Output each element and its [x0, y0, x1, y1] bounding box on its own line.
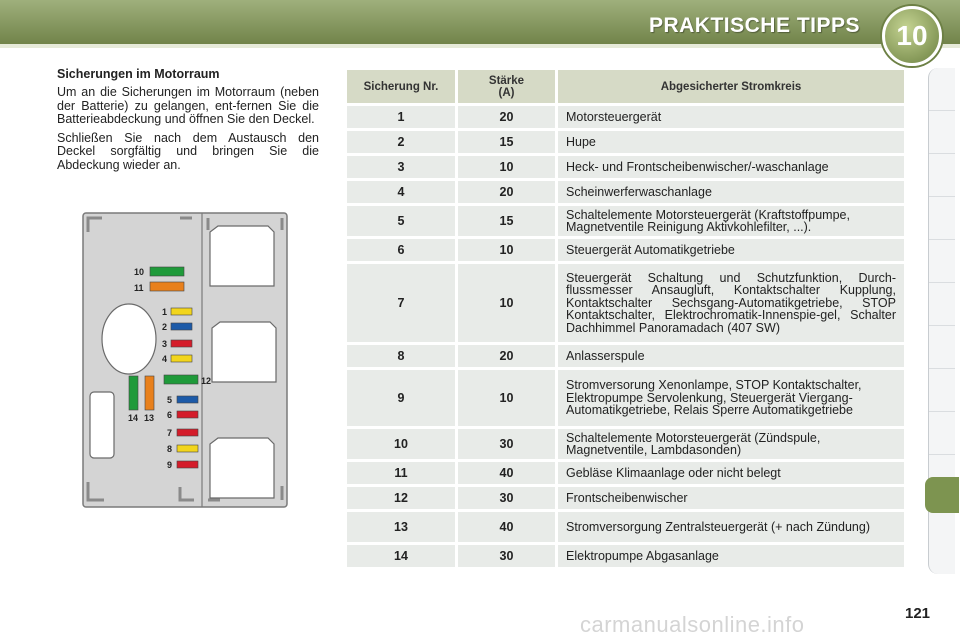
fuse-number: 12	[347, 487, 455, 509]
fuse-label: 1	[162, 307, 168, 317]
table-row	[347, 131, 904, 153]
fuse-amperage: 30	[458, 487, 555, 509]
header-fuse-number: Sicherung Nr.	[347, 70, 455, 103]
table-row	[347, 181, 904, 203]
chapter-tab[interactable]	[929, 326, 955, 369]
fuse-amperage: 15	[458, 206, 555, 236]
chapter-tabs	[928, 68, 955, 574]
chapter-tab-active[interactable]	[925, 477, 959, 513]
fuse-amperage: 20	[458, 181, 555, 203]
fuse-circuit: Elektropumpe Abgasanlage	[558, 545, 904, 567]
fuse-amperage: 20	[458, 345, 555, 367]
fuse-4	[171, 355, 192, 362]
fuse-amperage: 30	[458, 545, 555, 567]
section-title: Sicherungen im Motorraum	[57, 67, 220, 81]
fuse-label: 13	[144, 413, 155, 423]
fuse-label: 2	[162, 322, 168, 332]
header-amperage	[458, 70, 555, 103]
fuse-5	[177, 396, 198, 403]
intro-paragraph: Schließen Sie nach dem Austausch den Deckel sorgfältig und bringen Sie die Abdeckung wieder an.	[57, 130, 319, 172]
header-stripe	[0, 44, 960, 48]
fuse-table	[344, 67, 907, 570]
table-row	[347, 512, 904, 542]
fuse-3	[171, 340, 192, 347]
table-row	[347, 487, 904, 509]
fuse-8	[177, 445, 198, 452]
fuse-label: 9	[167, 460, 173, 470]
chapter-tab[interactable]	[929, 283, 955, 326]
fuse-amperage: 40	[458, 512, 555, 542]
fuse-number: 14	[347, 545, 455, 567]
fuse-amperage: 10	[458, 370, 555, 426]
fuse-label: 12	[201, 376, 212, 386]
table-row	[347, 156, 904, 178]
fuse-label: 5	[167, 395, 173, 405]
chapter-tab[interactable]	[929, 68, 955, 111]
fuse-label: 6	[167, 410, 173, 420]
fuse-number: 8	[347, 345, 455, 367]
header-amperage-label: Stärke	[488, 74, 525, 87]
header-circuit: Abgesicherter Stromkreis	[558, 70, 904, 103]
chapter-badge: 10	[882, 6, 942, 66]
fuse-10	[150, 267, 184, 276]
fuse-12	[164, 375, 198, 384]
fuse-7	[177, 429, 198, 436]
fuse-circuit: Heck- und Frontscheibenwischer/-waschanlage	[558, 156, 904, 178]
table-row	[347, 429, 904, 459]
fuse-circuit: Gebläse Klimaanlage oder nicht belegt	[558, 462, 904, 484]
table-row	[347, 206, 904, 236]
fuse-label: 11	[134, 283, 144, 293]
fuse-circuit: Stromversorgung Zentralsteuergerät (+ nach Zündung)	[558, 512, 904, 542]
table-row	[347, 264, 904, 342]
fuse-number: 4	[347, 181, 455, 203]
fuse-amperage: 10	[458, 239, 555, 261]
fuse-number: 2	[347, 131, 455, 153]
fuse-circuit: Steuergerät Automatikgetriebe	[558, 239, 904, 261]
fuse-label: 7	[167, 428, 173, 438]
fuse-13	[145, 376, 154, 410]
header-amperage-unit: (A)	[498, 86, 515, 99]
fuse-amperage: 20	[458, 106, 555, 128]
chapter-tab[interactable]	[929, 111, 955, 154]
fuse-label: 14	[128, 413, 139, 423]
fuse-number: 10	[347, 429, 455, 459]
fuse-circuit: Motorsteuergerät	[558, 106, 904, 128]
watermark: carmanualsonline.info	[580, 612, 805, 637]
fuse-14	[129, 376, 138, 410]
fuse-number: 6	[347, 239, 455, 261]
fuse-number: 1	[347, 106, 455, 128]
fuse-circuit: Schaltelemente Motorsteuergerät (Zündspule, Magnetventile, Lambdasonden)	[558, 429, 904, 459]
fuse-circuit: Hupe	[558, 131, 904, 153]
page-title: PRAKTISCHE TIPPS	[648, 14, 860, 37]
intro-text	[57, 86, 319, 178]
fuse-label: 10	[134, 267, 145, 277]
table-header-row	[347, 70, 904, 103]
fuse-circuit: Frontscheibenwischer	[558, 487, 904, 509]
chapter-tab[interactable]	[929, 369, 955, 412]
fuse-number: 11	[347, 462, 455, 484]
chapter-tab[interactable]	[929, 240, 955, 283]
fuse-number: 5	[347, 206, 455, 236]
fuse-number: 7	[347, 264, 455, 342]
fuse-circuit: Steuergerät Schaltung und Schutzfunktion, Durch-flussmesser Ansaugluft, Kontaktschalter Kupplung, Kontaktschalter Sechsgang-Automatikgetriebe, STOP Kontaktschalter, Elektrochromatik-Innenspie-gel, Schalter Dachhimmel Panoramadach (407 SW)	[558, 264, 904, 342]
table-row	[347, 545, 904, 567]
chapter-tab[interactable]	[929, 197, 955, 240]
fuse-2	[171, 323, 192, 330]
fuse-amperage: 10	[458, 264, 555, 342]
fuse-1	[171, 308, 192, 315]
fuse-amperage: 30	[458, 429, 555, 459]
fuse-circuit: Schaltelemente Motorsteuergerät (Kraftstoffpumpe, Magnetventile Reinigung Aktivkohlefilter, ...).	[558, 206, 904, 236]
table-row	[347, 462, 904, 484]
fuse-box-diagram	[82, 212, 288, 508]
fuse-amperage: 40	[458, 462, 555, 484]
fuse-number: 9	[347, 370, 455, 426]
fuse-label: 4	[162, 354, 168, 364]
fuse-circuit: Scheinwerferwaschanlage	[558, 181, 904, 203]
fuse-6	[177, 411, 198, 418]
fuse-circuit: Stromversorung Xenonlampe, STOP Kontaktschalter, Elektropumpe Servolenkung, Steuergerät Viergang-Automatikgetriebe, Relais Sperre Automatikgetriebe	[558, 370, 904, 426]
fuse-amperage: 15	[458, 131, 555, 153]
table-row	[347, 239, 904, 261]
fuse-number: 13	[347, 512, 455, 542]
fuse-label: 3	[162, 339, 168, 349]
fuse-9	[177, 461, 198, 468]
table-row	[347, 345, 904, 367]
table-row	[347, 106, 904, 128]
fuse-label: 8	[167, 444, 173, 454]
intro-paragraph: Um an die Sicherungen im Motorraum (neben der Batterie) zu gelangen, ent-fernen Sie die Batterieabdeckung und öffnen Sie den Deckel.	[57, 85, 319, 127]
table-row	[347, 370, 904, 426]
chapter-tab[interactable]	[929, 154, 955, 197]
fuse-11	[150, 282, 184, 291]
fuse-number: 3	[347, 156, 455, 178]
chapter-tab[interactable]	[929, 412, 955, 455]
page-number: 121	[905, 605, 931, 622]
fuse-circuit: Anlasserspule	[558, 345, 904, 367]
fuse-amperage: 10	[458, 156, 555, 178]
